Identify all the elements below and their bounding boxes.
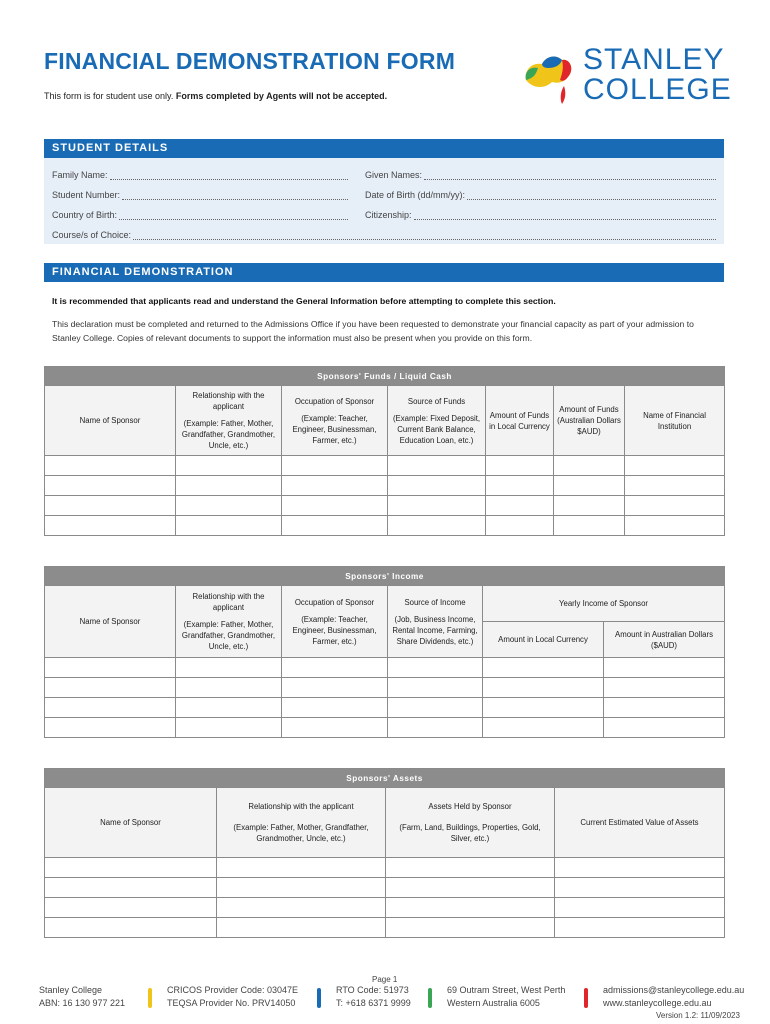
table-cell[interactable] [625,516,725,536]
table-cell[interactable] [176,678,282,698]
student-number-field[interactable] [52,190,348,200]
assets-col-value: Current Estimated Value of Assets [555,788,725,858]
footer-street: 69 Outram Street, West Perth [447,985,566,995]
funds-col-relationship-eg: (Example: Father, Mother, Grandfather, Grandmother, Uncle, etc.) [181,419,276,450]
student-number-line[interactable] [122,191,348,200]
table-cell[interactable] [386,918,555,938]
version-label: Version 1.2: 11/09/2023 [656,1011,740,1020]
table-row [45,698,725,718]
funds-col-source-title: Source of Funds [407,396,466,406]
table-cell[interactable] [386,878,555,898]
income-col-relationship-eg: (Example: Father, Mother, Grandfather, Grandmother, Uncle, etc.) [181,620,276,651]
table-cell[interactable] [45,878,217,898]
table-cell[interactable] [176,698,282,718]
funds-col-source-eg: (Example: Fixed Deposit, Current Bank Balance, Education Loan, etc.) [392,413,481,445]
table-cell[interactable] [282,678,388,698]
table-row [45,516,725,536]
table-cell[interactable] [45,718,176,738]
table-cell[interactable] [483,718,604,738]
table-row [45,476,725,496]
page-number: Page 1 [372,975,398,984]
financial-recommendation: It is recommended that applicants read and understand the General Information before attempting to complete this section. [52,296,556,306]
table-cell[interactable] [555,898,725,918]
table-cell[interactable] [388,456,486,476]
table-cell[interactable] [604,698,725,718]
funds-table-caption: Sponsors' Funds / Liquid Cash [45,367,725,386]
table-cell[interactable] [45,678,176,698]
table-row [45,718,725,738]
dob-line[interactable] [467,191,716,200]
footer-bar-yellow [148,988,152,1008]
table-cell[interactable] [388,678,483,698]
table-cell[interactable] [176,476,282,496]
table-cell[interactable] [45,918,217,938]
logo-wordmark [583,45,732,105]
subtitle-plain: This form is for student use only. [44,91,174,101]
footer-address [447,984,565,1010]
table-cell[interactable] [486,516,554,536]
funds-table [44,366,725,536]
table-cell[interactable] [554,476,625,496]
footer-company [39,984,125,1010]
dob-label: Date of Birth (dd/mm/yy): [365,190,466,200]
table-cell[interactable] [554,496,625,516]
table-cell[interactable] [388,698,483,718]
financial-declaration: This declaration must be completed and returned to the Admissions Office if you have been requested to demonstrate your financial capacity as part of your admission to Stanley College. Copies of relevant documents to support the information must also be present when you provide on this form. [52,319,694,343]
table-cell[interactable] [554,456,625,476]
table-cell[interactable] [604,658,725,678]
footer-cricos [167,984,298,1010]
funds-col-institution: Name of Financial Institution [625,386,725,456]
income-col-source-title: Source of Income [404,597,466,607]
table-cell[interactable] [45,858,217,878]
logo-line-2: COLLEGE [583,73,732,106]
table-cell[interactable] [217,878,386,898]
country-of-birth-label: Country of Birth: [52,210,118,220]
table-cell[interactable] [604,678,725,698]
table-cell[interactable] [625,476,725,496]
footer-email[interactable]: admissions@stanleycollege.edu.au [603,985,745,995]
table-cell[interactable] [217,858,386,878]
assets-col-relationship [217,788,386,858]
table-cell[interactable] [486,496,554,516]
student-details-heading: STUDENT DETAILS [44,139,724,158]
table-cell[interactable] [282,718,388,738]
footer-phone: T: +618 6371 9999 [336,998,411,1008]
funds-col-aud: Amount of Funds (Australian Dollars $AUD) [554,386,625,456]
citizenship-line[interactable] [414,211,716,220]
table-cell[interactable] [388,476,486,496]
table-cell[interactable] [604,718,725,738]
courses-line[interactable] [133,231,716,240]
page-title: FINANCIAL DEMONSTRATION FORM [44,48,456,74]
assets-col-name: Name of Sponsor [45,788,217,858]
financial-section [44,263,724,282]
table-cell[interactable] [176,496,282,516]
table-cell[interactable] [45,456,176,476]
table-cell[interactable] [217,898,386,918]
assets-table [44,768,725,938]
income-col-occupation [282,586,388,658]
table-row [45,918,725,938]
table-cell[interactable] [282,658,388,678]
footer-rto-code: RTO Code: 51973 [336,985,409,995]
footer-teqsa: TEQSA Provider No. PRV14050 [167,998,296,1008]
income-col-yearly: Yearly Income of Sponsor [483,586,725,622]
country-of-birth-line[interactable] [119,211,348,220]
table-cell[interactable] [45,496,176,516]
footer-bar-green [428,988,432,1008]
assets-col-relationship-title: Relationship with the applicant [248,802,354,811]
citizenship-label: Citizenship: [365,210,412,220]
funds-col-relationship-title: Relationship with the applicant [192,391,265,411]
subtitle-bold: Forms completed by Agents will not be accepted. [175,91,388,101]
family-name-line[interactable] [110,171,348,180]
table-row [45,858,725,878]
assets-col-assets [386,788,555,858]
table-cell[interactable] [388,516,486,536]
table-cell[interactable] [388,496,486,516]
income-col-occupation-eg: (Example: Teacher, Engineer, Businessman, Farmer, etc.) [292,614,377,646]
table-cell[interactable] [555,858,725,878]
funds-col-source [388,386,486,456]
table-cell[interactable] [45,476,176,496]
table-cell[interactable] [282,476,388,496]
table-cell[interactable] [176,658,282,678]
table-row [45,898,725,918]
dob-field[interactable] [365,190,716,200]
footer-contact [603,984,744,1010]
table-cell[interactable] [282,698,388,718]
table-row [45,456,725,476]
given-names-label: Given Names: [365,170,423,180]
funds-col-relationship [176,386,282,456]
footer-rto [336,984,411,1010]
funds-col-name: Name of Sponsor [45,386,176,456]
given-names-field[interactable] [365,170,716,180]
country-of-birth-field[interactable] [52,210,348,220]
income-col-local: Amount in Local Currency [483,622,604,658]
table-cell[interactable] [555,878,725,898]
footer-state: Western Australia 6005 [447,998,540,1008]
table-cell[interactable] [386,898,555,918]
citizenship-field[interactable] [365,210,716,220]
table-cell[interactable] [282,456,388,476]
financial-heading: FINANCIAL DEMONSTRATION [44,263,724,282]
table-cell[interactable] [217,918,386,938]
table-row [45,658,725,678]
income-col-occupation-title: Occupation of Sponsor [294,597,375,607]
page-subtitle [44,91,387,101]
table-cell[interactable] [176,516,282,536]
income-col-source-eg: (Job, Business Income, Rental Income, Farming, Share Dividends, etc.) [392,614,478,646]
logo-line-1: STANLEY [583,43,725,76]
table-cell[interactable] [176,456,282,476]
table-cell[interactable] [625,456,725,476]
table-row [45,496,725,516]
table-cell[interactable] [486,476,554,496]
table-cell[interactable] [45,898,217,918]
assets-col-assets-title: Assets Held by Sponsor [428,802,512,811]
footer-cricos-code: CRICOS Provider Code: 03047E [167,985,299,995]
assets-col-assets-eg: (Farm, Land, Buildings, Properties, Gold, Silver, etc.) [399,823,541,843]
table-row [45,678,725,698]
footer-bar-blue [317,988,321,1008]
courses-field[interactable] [52,230,716,240]
income-col-source [388,586,483,658]
table-cell[interactable] [555,918,725,938]
table-cell[interactable] [388,718,483,738]
table-row [45,878,725,898]
income-table-caption: Sponsors' Income [45,567,725,586]
table-cell[interactable] [386,858,555,878]
table-cell[interactable] [45,516,176,536]
table-cell[interactable] [45,658,176,678]
given-names-line[interactable] [424,171,716,180]
funds-col-occupation [282,386,388,456]
student-number-label: Student Number: [52,190,121,200]
table-cell[interactable] [388,658,483,678]
table-cell[interactable] [486,456,554,476]
courses-label: Course/s of Choice: [52,230,132,240]
assets-table-caption: Sponsors' Assets [45,769,725,788]
table-cell[interactable] [625,496,725,516]
table-cell[interactable] [176,718,282,738]
footer-company-name: Stanley College [39,985,103,995]
income-table [44,566,725,738]
table-cell[interactable] [483,678,604,698]
footer-abn: ABN: 16 130 977 221 [39,998,126,1008]
footer-bar-red [584,988,588,1008]
table-cell[interactable] [483,658,604,678]
family-name-label: Family Name: [52,170,108,180]
table-cell[interactable] [282,496,388,516]
family-name-field[interactable] [52,170,348,180]
funds-col-local: Amount of Funds in Local Currency [486,386,554,456]
funds-col-occupation-eg: (Example: Teacher, Engineer, Businessman, Farmer, etc.) [292,413,377,445]
funds-col-occupation-title: Occupation of Sponsor [294,396,375,406]
footer-website[interactable]: www.stanleycollege.edu.au [603,998,712,1008]
table-cell[interactable] [554,516,625,536]
income-col-name: Name of Sponsor [45,586,176,658]
income-col-relationship-title: Relationship with the applicant [192,592,265,612]
table-cell[interactable] [483,698,604,718]
income-col-relationship [176,586,282,658]
assets-col-relationship-eg: (Example: Father, Mother, Grandfather, Grandmother, Uncle, etc.) [233,823,369,843]
income-col-aud: Amount in Australian Dollars ($AUD) [604,622,725,658]
table-cell[interactable] [45,698,176,718]
table-cell[interactable] [282,516,388,536]
